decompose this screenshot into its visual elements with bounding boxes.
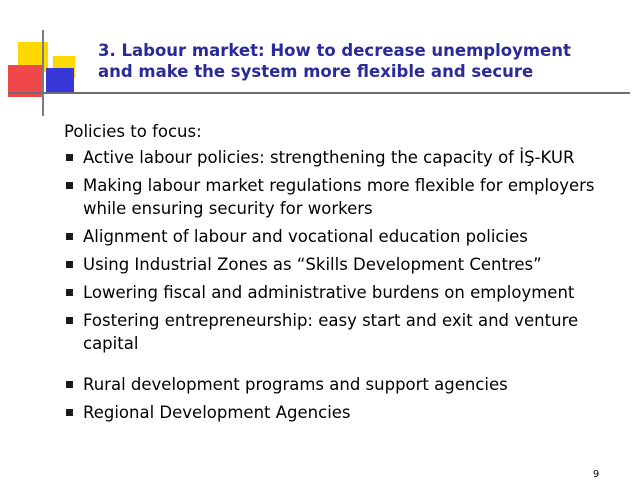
square-bullet-icon [66, 317, 73, 324]
policy-item [64, 225, 630, 248]
decor-vertical-line [42, 30, 44, 116]
slide-body [64, 120, 630, 429]
policy-item-text: Lowering fiscal and administrative burdens on employment [83, 283, 575, 302]
square-bullet-icon [66, 289, 73, 296]
page-number: 9 [592, 469, 600, 480]
list-spacer [64, 360, 630, 373]
policy-item [64, 174, 630, 220]
policy-item-text: Rural development programs and support agencies [83, 375, 508, 394]
policy-item-text: Fostering entrepreneurship: easy start and exit and venture [83, 311, 579, 330]
square-bullet-icon [66, 409, 73, 416]
policy-list [64, 146, 630, 355]
decor-blue-square [46, 68, 74, 94]
policy-item [64, 373, 630, 396]
policy-list-secondary [64, 373, 630, 424]
square-bullet-icon [66, 182, 73, 189]
policy-item-text-continued: while ensuring security for workers [83, 199, 373, 218]
policy-item-text: Making labour market regulations more flexible for employers [83, 176, 595, 195]
square-bullet-icon [66, 154, 73, 161]
policy-item-text: Active labour policies: strengthening the capacity of İŞ-KUR [83, 148, 575, 167]
square-bullet-icon [66, 261, 73, 268]
slide-title-line-2: and make the system more flexible and secure [98, 62, 534, 81]
policy-item [64, 146, 630, 169]
slide-title [98, 40, 628, 82]
policy-item-text-continued: capital [83, 334, 139, 353]
square-bullet-icon [66, 381, 73, 388]
policy-item [64, 309, 630, 355]
policy-item [64, 281, 630, 304]
square-bullet-icon [66, 233, 73, 240]
policy-item-text: Regional Development Agencies [83, 403, 351, 422]
policy-item [64, 253, 630, 276]
slide-title-line-1: 3. Labour market: How to decrease unemployment [98, 41, 571, 60]
policies-heading: Policies to focus: [64, 122, 202, 141]
policy-item [64, 401, 630, 424]
policy-item-text: Using Industrial Zones as “Skills Development Centres” [83, 255, 542, 274]
title-underline [8, 92, 630, 94]
policy-item-text: Alignment of labour and vocational education policies [83, 227, 528, 246]
